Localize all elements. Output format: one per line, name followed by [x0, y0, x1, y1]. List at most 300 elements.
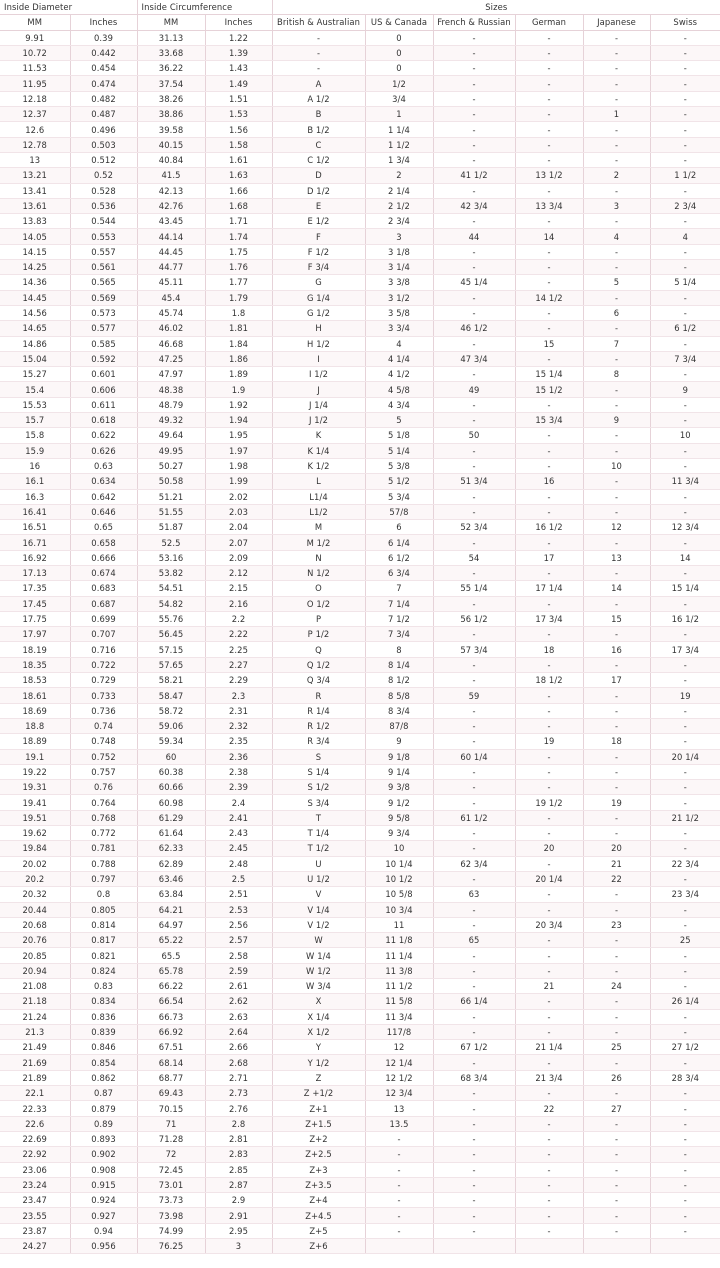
cell-circumference-inches: 1.49 — [205, 76, 272, 91]
cell-french-russian: - — [433, 305, 515, 320]
cell-circumference-mm: 55.76 — [137, 611, 205, 626]
cell-diameter-inches: 0.666 — [70, 550, 137, 565]
cell-us-canada: 87/8 — [365, 718, 433, 733]
cell-german: - — [515, 321, 583, 336]
cell-circumference-inches: 2.43 — [205, 826, 272, 841]
cell-us-canada: 10 5/8 — [365, 887, 433, 902]
cell-circumference-inches: 2.48 — [205, 856, 272, 871]
cell-circumference-mm: 45.74 — [137, 305, 205, 320]
cell-japanese: - — [583, 428, 650, 443]
cell-us-canada: 9 3/8 — [365, 780, 433, 795]
cell-british-australian: S — [272, 749, 365, 764]
cell-british-australian: T 1/4 — [272, 826, 365, 841]
cell-diameter-mm: 17.35 — [0, 581, 70, 596]
cell-french-russian: - — [433, 1162, 515, 1177]
cell-diameter-mm: 19.31 — [0, 780, 70, 795]
cell-british-australian: X 1/4 — [272, 1009, 365, 1024]
cell-diameter-mm: 12.37 — [0, 107, 70, 122]
cell-diameter-inches: 0.814 — [70, 917, 137, 932]
cell-british-australian: Z+2 — [272, 1131, 365, 1146]
cell-circumference-inches: 1.79 — [205, 290, 272, 305]
cell-swiss: - — [650, 764, 720, 779]
cell-diameter-mm: 14.65 — [0, 321, 70, 336]
table-row — [0, 91, 720, 106]
cell-us-canada: 5 — [365, 413, 433, 428]
cell-diameter-mm: 23.87 — [0, 1223, 70, 1238]
cell-diameter-inches: 0.879 — [70, 1101, 137, 1116]
cell-german: - — [515, 244, 583, 259]
cell-circumference-inches: 2.58 — [205, 948, 272, 963]
table-row — [0, 565, 720, 580]
cell-french-russian: - — [433, 917, 515, 932]
cell-japanese: - — [583, 688, 650, 703]
cell-circumference-inches: 3 — [205, 1239, 272, 1254]
cell-diameter-inches: 0.569 — [70, 290, 137, 305]
cell-circumference-inches: 1.86 — [205, 351, 272, 366]
cell-circumference-mm: 60.66 — [137, 780, 205, 795]
cell-french-russian: - — [433, 1055, 515, 1070]
cell-diameter-mm: 21.18 — [0, 994, 70, 1009]
cell-diameter-mm: 10.72 — [0, 45, 70, 60]
cell-circumference-inches: 2.31 — [205, 703, 272, 718]
cell-french-russian: - — [433, 61, 515, 76]
cell-french-russian: 68 3/4 — [433, 1070, 515, 1085]
cell-swiss: - — [650, 1116, 720, 1131]
cell-circumference-mm: 63.84 — [137, 887, 205, 902]
table-row — [0, 413, 720, 428]
cell-circumference-mm: 57.65 — [137, 657, 205, 672]
cell-japanese: - — [583, 535, 650, 550]
cell-diameter-mm: 21.69 — [0, 1055, 70, 1070]
cell-circumference-mm: 41.5 — [137, 168, 205, 183]
cell-us-canada: 0 — [365, 61, 433, 76]
cell-circumference-mm: 51.21 — [137, 489, 205, 504]
cell-diameter-inches: 0.902 — [70, 1147, 137, 1162]
cell-circumference-mm: 48.38 — [137, 382, 205, 397]
cell-french-russian: - — [433, 1147, 515, 1162]
cell-british-australian: R 1/2 — [272, 718, 365, 733]
cell-british-australian: S 1/4 — [272, 764, 365, 779]
cell-french-russian: - — [433, 1193, 515, 1208]
cell-circumference-inches: 1.61 — [205, 152, 272, 167]
cell-british-australian: Y — [272, 1040, 365, 1055]
cell-french-russian: - — [433, 703, 515, 718]
cell-circumference-mm: 50.27 — [137, 458, 205, 473]
table-row — [0, 994, 720, 1009]
cell-us-canada: 7 1/2 — [365, 611, 433, 626]
cell-british-australian: L1/2 — [272, 504, 365, 519]
cell-circumference-mm: 47.25 — [137, 351, 205, 366]
cell-circumference-mm: 72 — [137, 1147, 205, 1162]
cell-diameter-inches: 0.482 — [70, 91, 137, 106]
cell-circumference-mm: 65.78 — [137, 963, 205, 978]
cell-german: 17 1/4 — [515, 581, 583, 596]
cell-circumference-inches: 2.95 — [205, 1223, 272, 1238]
table-row — [0, 61, 720, 76]
cell-diameter-mm: 19.22 — [0, 764, 70, 779]
cell-us-canada: 1 1/2 — [365, 137, 433, 152]
cell-british-australian: Q 1/2 — [272, 657, 365, 672]
cell-german: - — [515, 810, 583, 825]
cell-us-canada: 8 1/2 — [365, 673, 433, 688]
cell-swiss: - — [650, 780, 720, 795]
cell-circumference-inches: 2.29 — [205, 673, 272, 688]
cell-swiss: 7 3/4 — [650, 351, 720, 366]
cell-circumference-mm: 60.38 — [137, 764, 205, 779]
cell-diameter-inches: 0.536 — [70, 198, 137, 213]
cell-circumference-mm: 72.45 — [137, 1162, 205, 1177]
cell-british-australian: Q — [272, 642, 365, 657]
cell-swiss: - — [650, 244, 720, 259]
cell-japanese: - — [583, 397, 650, 412]
cell-british-australian: Z+3 — [272, 1162, 365, 1177]
cell-german: - — [515, 994, 583, 1009]
cell-circumference-mm: 66.73 — [137, 1009, 205, 1024]
cell-circumference-mm: 74.99 — [137, 1223, 205, 1238]
cell-french-russian: 41 1/2 — [433, 168, 515, 183]
cell-swiss: - — [650, 673, 720, 688]
cell-japanese: - — [583, 504, 650, 519]
cell-german: - — [515, 1177, 583, 1192]
cell-french-russian — [433, 1239, 515, 1254]
cell-british-australian: E — [272, 198, 365, 213]
cell-german: - — [515, 504, 583, 519]
cell-circumference-mm: 60.98 — [137, 795, 205, 810]
cell-german: - — [515, 856, 583, 871]
cell-diameter-inches: 0.63 — [70, 458, 137, 473]
cell-german: - — [515, 1009, 583, 1024]
group-header-row — [0, 0, 720, 15]
cell-us-canada: 1/2 — [365, 76, 433, 91]
cell-german: - — [515, 1116, 583, 1131]
cell-french-russian: - — [433, 963, 515, 978]
cell-diameter-mm: 13 — [0, 152, 70, 167]
cell-diameter-mm: 14.36 — [0, 275, 70, 290]
col-german: German — [515, 15, 583, 30]
cell-diameter-mm: 23.06 — [0, 1162, 70, 1177]
cell-french-russian: 59 — [433, 688, 515, 703]
table-row — [0, 826, 720, 841]
cell-french-russian: 46 1/2 — [433, 321, 515, 336]
cell-japanese: - — [583, 1024, 650, 1039]
cell-swiss: - — [650, 1223, 720, 1238]
cell-circumference-inches: 2.12 — [205, 565, 272, 580]
cell-circumference-inches: 1.92 — [205, 397, 272, 412]
cell-japanese: 5 — [583, 275, 650, 290]
cell-circumference-mm: 68.14 — [137, 1055, 205, 1070]
cell-us-canada: 5 3/8 — [365, 458, 433, 473]
cell-german: - — [515, 963, 583, 978]
cell-french-russian: - — [433, 122, 515, 137]
cell-swiss: 22 3/4 — [650, 856, 720, 871]
cell-french-russian: - — [433, 1009, 515, 1024]
cell-japanese: 20 — [583, 841, 650, 856]
cell-british-australian: Z+4 — [272, 1193, 365, 1208]
cell-british-australian: X 1/2 — [272, 1024, 365, 1039]
cell-french-russian: - — [433, 183, 515, 198]
table-row — [0, 581, 720, 596]
table-row — [0, 443, 720, 458]
cell-french-russian: - — [433, 244, 515, 259]
cell-diameter-mm: 19.1 — [0, 749, 70, 764]
cell-circumference-inches: 1.39 — [205, 45, 272, 60]
cell-french-russian: - — [433, 458, 515, 473]
cell-french-russian: - — [433, 1223, 515, 1238]
cell-british-australian: W 1/4 — [272, 948, 365, 963]
cell-british-australian: O 1/2 — [272, 596, 365, 611]
cell-french-russian: - — [433, 565, 515, 580]
cell-us-canada: 11 3/4 — [365, 1009, 433, 1024]
cell-diameter-inches: 0.687 — [70, 596, 137, 611]
group-inside-circumference: Inside Circumference — [137, 0, 272, 15]
cell-diameter-mm: 19.51 — [0, 810, 70, 825]
cell-diameter-inches: 0.496 — [70, 122, 137, 137]
cell-diameter-mm: 18.69 — [0, 703, 70, 718]
cell-japanese: - — [583, 703, 650, 718]
cell-british-australian: Q 3/4 — [272, 673, 365, 688]
cell-german: - — [515, 107, 583, 122]
cell-diameter-inches: 0.557 — [70, 244, 137, 259]
cell-british-australian: Y 1/2 — [272, 1055, 365, 1070]
cell-japanese: 17 — [583, 673, 650, 688]
cell-german: 15 1/2 — [515, 382, 583, 397]
cell-french-russian: 45 1/4 — [433, 275, 515, 290]
cell-circumference-mm: 43.45 — [137, 214, 205, 229]
cell-circumference-mm: 64.21 — [137, 902, 205, 917]
table-row — [0, 122, 720, 137]
cell-british-australian: S 3/4 — [272, 795, 365, 810]
cell-circumference-mm: 40.15 — [137, 137, 205, 152]
cell-circumference-inches: 1.77 — [205, 275, 272, 290]
cell-diameter-mm: 18.89 — [0, 734, 70, 749]
table-row — [0, 810, 720, 825]
cell-british-australian: L1/4 — [272, 489, 365, 504]
cell-diameter-mm: 20.02 — [0, 856, 70, 871]
cell-us-canada: 9 — [365, 734, 433, 749]
cell-diameter-mm: 15.53 — [0, 397, 70, 412]
cell-circumference-mm: 48.79 — [137, 397, 205, 412]
cell-french-russian: 52 3/4 — [433, 520, 515, 535]
cell-british-australian: - — [272, 45, 365, 60]
table-row — [0, 214, 720, 229]
cell-circumference-mm: 53.82 — [137, 565, 205, 580]
cell-us-canada: 1 1/4 — [365, 122, 433, 137]
cell-japanese: - — [583, 764, 650, 779]
cell-diameter-inches: 0.658 — [70, 535, 137, 550]
cell-british-australian: B — [272, 107, 365, 122]
cell-diameter-mm: 14.15 — [0, 244, 70, 259]
cell-swiss: 4 — [650, 229, 720, 244]
cell-us-canada: 11 1/4 — [365, 948, 433, 963]
cell-british-australian: K 1/2 — [272, 458, 365, 473]
cell-circumference-inches: 2.04 — [205, 520, 272, 535]
cell-diameter-inches: 0.83 — [70, 979, 137, 994]
col-swiss: Swiss — [650, 15, 720, 30]
table-row — [0, 642, 720, 657]
cell-diameter-mm: 11.53 — [0, 61, 70, 76]
cell-circumference-inches: 2.5 — [205, 871, 272, 886]
cell-diameter-mm: 14.86 — [0, 336, 70, 351]
col-circumference-inches: Inches — [205, 15, 272, 30]
cell-swiss: 1 1/2 — [650, 168, 720, 183]
table-row — [0, 673, 720, 688]
cell-us-canada: 4 1/4 — [365, 351, 433, 366]
cell-us-canada: 3 3/4 — [365, 321, 433, 336]
cell-swiss: - — [650, 963, 720, 978]
cell-japanese: - — [583, 826, 650, 841]
cell-circumference-mm: 56.45 — [137, 627, 205, 642]
cell-german: 21 3/4 — [515, 1070, 583, 1085]
cell-circumference-mm: 38.86 — [137, 107, 205, 122]
cell-british-australian: C — [272, 137, 365, 152]
cell-diameter-inches: 0.824 — [70, 963, 137, 978]
cell-circumference-mm: 73.98 — [137, 1208, 205, 1223]
cell-british-australian: Z +1/2 — [272, 1086, 365, 1101]
table-row — [0, 933, 720, 948]
table-row — [0, 397, 720, 412]
cell-swiss: - — [650, 76, 720, 91]
table-row — [0, 795, 720, 810]
cell-circumference-inches: 1.43 — [205, 61, 272, 76]
cell-diameter-mm: 14.25 — [0, 260, 70, 275]
cell-german: 20 — [515, 841, 583, 856]
cell-circumference-inches: 2.22 — [205, 627, 272, 642]
cell-swiss: - — [650, 627, 720, 642]
cell-swiss: - — [650, 734, 720, 749]
cell-diameter-inches: 0.487 — [70, 107, 137, 122]
cell-diameter-mm: 19.41 — [0, 795, 70, 810]
cell-german: - — [515, 565, 583, 580]
cell-diameter-inches: 0.634 — [70, 474, 137, 489]
cell-swiss: - — [650, 1055, 720, 1070]
cell-swiss: - — [650, 30, 720, 45]
cell-circumference-inches: 2.66 — [205, 1040, 272, 1055]
cell-german: - — [515, 718, 583, 733]
table-row — [0, 657, 720, 672]
cell-diameter-inches: 0.915 — [70, 1177, 137, 1192]
cell-british-australian: R 1/4 — [272, 703, 365, 718]
cell-swiss: - — [650, 1147, 720, 1162]
cell-diameter-mm: 13.41 — [0, 183, 70, 198]
cell-circumference-inches: 2.83 — [205, 1147, 272, 1162]
cell-diameter-inches: 0.893 — [70, 1131, 137, 1146]
cell-french-russian: 60 1/4 — [433, 749, 515, 764]
col-diameter-mm: MM — [0, 15, 70, 30]
cell-swiss: - — [650, 1024, 720, 1039]
col-circumference-mm: MM — [137, 15, 205, 30]
cell-german: - — [515, 305, 583, 320]
cell-japanese: - — [583, 933, 650, 948]
cell-japanese: - — [583, 1177, 650, 1192]
cell-german: - — [515, 688, 583, 703]
cell-circumference-mm: 40.84 — [137, 152, 205, 167]
cell-german — [515, 1239, 583, 1254]
cell-us-canada: - — [365, 1208, 433, 1223]
group-sizes: Sizes — [272, 0, 720, 15]
cell-british-australian: M — [272, 520, 365, 535]
cell-german: 17 — [515, 550, 583, 565]
cell-diameter-inches: 0.76 — [70, 780, 137, 795]
cell-british-australian: A 1/2 — [272, 91, 365, 106]
cell-us-canada: 3 1/2 — [365, 290, 433, 305]
cell-japanese: - — [583, 887, 650, 902]
table-row — [0, 1147, 720, 1162]
cell-diameter-mm: 20.68 — [0, 917, 70, 932]
cell-circumference-inches: 1.53 — [205, 107, 272, 122]
cell-french-russian: - — [433, 137, 515, 152]
cell-german: - — [515, 489, 583, 504]
cell-diameter-inches: 0.503 — [70, 137, 137, 152]
cell-diameter-mm: 15.04 — [0, 351, 70, 366]
cell-diameter-inches: 0.956 — [70, 1239, 137, 1254]
cell-swiss: 12 3/4 — [650, 520, 720, 535]
cell-diameter-inches: 0.805 — [70, 902, 137, 917]
cell-diameter-mm: 21.89 — [0, 1070, 70, 1085]
cell-swiss: - — [650, 795, 720, 810]
cell-diameter-mm: 9.91 — [0, 30, 70, 45]
cell-french-russian: - — [433, 76, 515, 91]
table-row — [0, 198, 720, 213]
cell-swiss: - — [650, 535, 720, 550]
table-row — [0, 535, 720, 550]
cell-swiss: 15 1/4 — [650, 581, 720, 596]
cell-diameter-mm: 19.84 — [0, 841, 70, 856]
cell-diameter-inches: 0.781 — [70, 841, 137, 856]
cell-us-canada: 2 3/4 — [365, 214, 433, 229]
table-row — [0, 841, 720, 856]
cell-swiss: - — [650, 336, 720, 351]
cell-diameter-inches: 0.8 — [70, 887, 137, 902]
cell-diameter-mm: 16.1 — [0, 474, 70, 489]
table-row — [0, 367, 720, 382]
cell-british-australian: Z+1 — [272, 1101, 365, 1116]
cell-swiss: - — [650, 1086, 720, 1101]
cell-us-canada: 8 1/4 — [365, 657, 433, 672]
cell-french-russian: 54 — [433, 550, 515, 565]
cell-diameter-mm: 22.1 — [0, 1086, 70, 1101]
cell-diameter-mm: 15.8 — [0, 428, 70, 443]
cell-swiss: - — [650, 290, 720, 305]
cell-japanese: - — [583, 30, 650, 45]
cell-japanese: - — [583, 994, 650, 1009]
cell-diameter-mm: 16.41 — [0, 504, 70, 519]
cell-circumference-mm: 71 — [137, 1116, 205, 1131]
cell-circumference-mm: 42.76 — [137, 198, 205, 213]
cell-diameter-mm: 12.18 — [0, 91, 70, 106]
cell-french-russian: - — [433, 504, 515, 519]
column-header-row — [0, 15, 720, 30]
cell-german: - — [515, 1131, 583, 1146]
cell-french-russian: - — [433, 443, 515, 458]
table-row — [0, 1239, 720, 1254]
cell-circumference-inches: 2.68 — [205, 1055, 272, 1070]
table-row — [0, 30, 720, 45]
cell-circumference-mm: 57.15 — [137, 642, 205, 657]
cell-diameter-inches: 0.454 — [70, 61, 137, 76]
cell-british-australian: T 1/2 — [272, 841, 365, 856]
cell-us-canada: 11 3/8 — [365, 963, 433, 978]
cell-circumference-mm: 76.25 — [137, 1239, 205, 1254]
cell-german: 13 1/2 — [515, 168, 583, 183]
cell-japanese: 27 — [583, 1101, 650, 1116]
cell-diameter-mm: 23.55 — [0, 1208, 70, 1223]
cell-circumference-inches: 1.51 — [205, 91, 272, 106]
cell-british-australian: C 1/2 — [272, 152, 365, 167]
cell-us-canada: 4 — [365, 336, 433, 351]
cell-japanese: 21 — [583, 856, 650, 871]
cell-german: 17 3/4 — [515, 611, 583, 626]
cell-french-russian: - — [433, 336, 515, 351]
